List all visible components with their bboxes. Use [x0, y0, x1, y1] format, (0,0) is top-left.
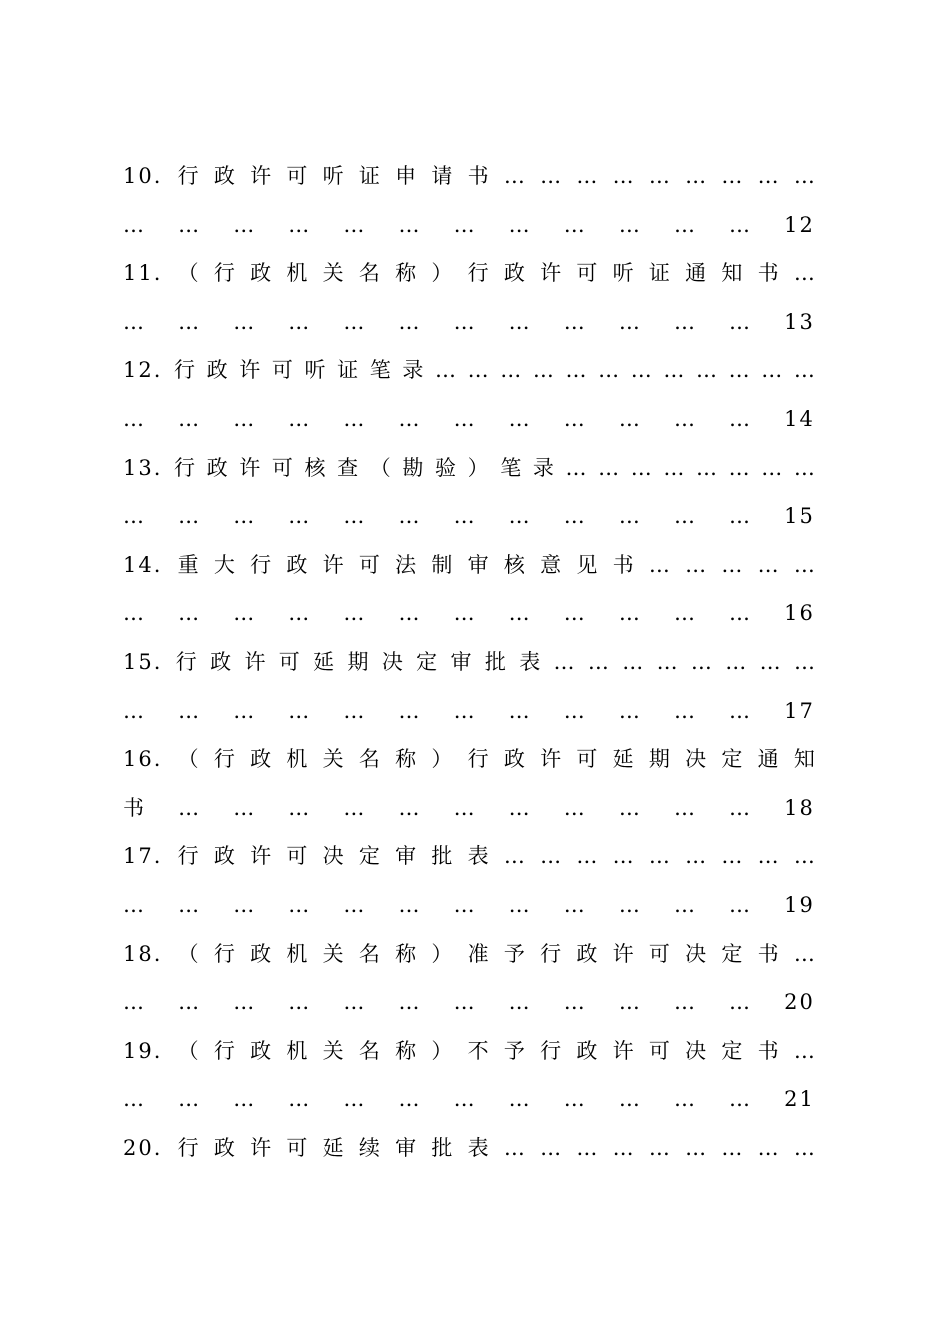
- toc-entry-line-1: 14. 重 大 行 政 许 可 法 制 审 核 意 见 书 … … … … …: [123, 549, 815, 581]
- toc-entry-page-number: 14: [784, 407, 815, 431]
- toc-entry-line-2: … … … … … … … … … … … … 21: [123, 1083, 815, 1115]
- toc-entry-number: 10.: [123, 164, 163, 188]
- toc-entry-line-1: 12. 行 政 许 可 听 证 笔 录 … … … … … … … … … … … …: [123, 354, 815, 386]
- toc-entry-line-1: 20. 行 政 许 可 延 续 审 批 表 … … … … … … … … …: [123, 1132, 815, 1164]
- toc-entry-line-1: 16. （ 行 政 机 关 名 称 ） 行 政 许 可 延 期 决 定 通 知: [123, 743, 815, 775]
- toc-entry-line-1: 11. （ 行 政 机 关 名 称 ） 行 政 许 可 听 证 通 知 书 …: [123, 257, 815, 289]
- toc-entry-number: 15.: [123, 650, 163, 674]
- toc-entry-line-1: 18. （ 行 政 机 关 名 称 ） 准 予 行 政 许 可 决 定 书 …: [123, 938, 815, 970]
- toc-entry-line-2: 书 … … … … … … … … … … … 18: [123, 792, 815, 824]
- toc-entry-line-1: 17. 行 政 许 可 决 定 审 批 表 … … … … … … … … …: [123, 840, 815, 872]
- toc-entry-line-1: 10. 行 政 许 可 听 证 申 请 书 … … … … … … … … …: [123, 160, 815, 192]
- toc-entry-page-number: 19: [784, 893, 815, 917]
- toc-entry-line-2: … … … … … … … … … … … … 14: [123, 403, 815, 435]
- toc-entry-line-1: 19. （ 行 政 机 关 名 称 ） 不 予 行 政 许 可 决 定 书 …: [123, 1035, 815, 1067]
- toc-entry-number: 17.: [123, 844, 163, 869]
- toc-entry-page-number: 16: [784, 601, 815, 626]
- toc-entry-line-1: 13. 行 政 许 可 核 查 （ 勘 验 ） 笔 录 … … … … … … … …: [123, 452, 815, 484]
- toc-entry-line-2: … … … … … … … … … … … … 13: [123, 306, 815, 338]
- toc-entry-number: 16.: [123, 747, 163, 772]
- toc-entry-page-number: 12: [784, 212, 815, 237]
- toc-entry-number: 19.: [123, 1038, 163, 1063]
- toc-entry-line-2: … … … … … … … … … … … … 20: [123, 986, 815, 1018]
- toc-entry-page-number: 21: [784, 1087, 815, 1112]
- toc-entry-page-number: 17: [784, 698, 815, 723]
- toc-entry-page-number: 13: [784, 309, 815, 334]
- toc-entry-line-2: … … … … … … … … … … … … 12: [123, 209, 815, 241]
- toc-entry-number: 11.: [123, 261, 163, 286]
- toc-entry-number: 13.: [123, 455, 163, 480]
- toc-entry-number: 18.: [123, 941, 163, 966]
- toc-entry-page-number: 18: [784, 795, 815, 820]
- toc-entry-number: 12.: [123, 358, 163, 383]
- toc-entry-line-2: … … … … … … … … … … … … 15: [123, 500, 815, 532]
- toc-entry-page-number: 20: [784, 990, 815, 1015]
- toc-entry-line-2: … … … … … … … … … … … … 19: [123, 889, 815, 921]
- toc-entry-page-number: 15: [784, 504, 815, 529]
- toc-entry-line-2: … … … … … … … … … … … … 17: [123, 695, 815, 727]
- toc-entry-line-1: 15. 行 政 许 可 延 期 决 定 审 批 表 … … … … … … … …: [123, 646, 815, 678]
- toc-entry-number: 14.: [123, 552, 163, 577]
- toc-entry-line-2: … … … … … … … … … … … … 16: [123, 597, 815, 629]
- toc-entry-number: 20.: [123, 1136, 163, 1160]
